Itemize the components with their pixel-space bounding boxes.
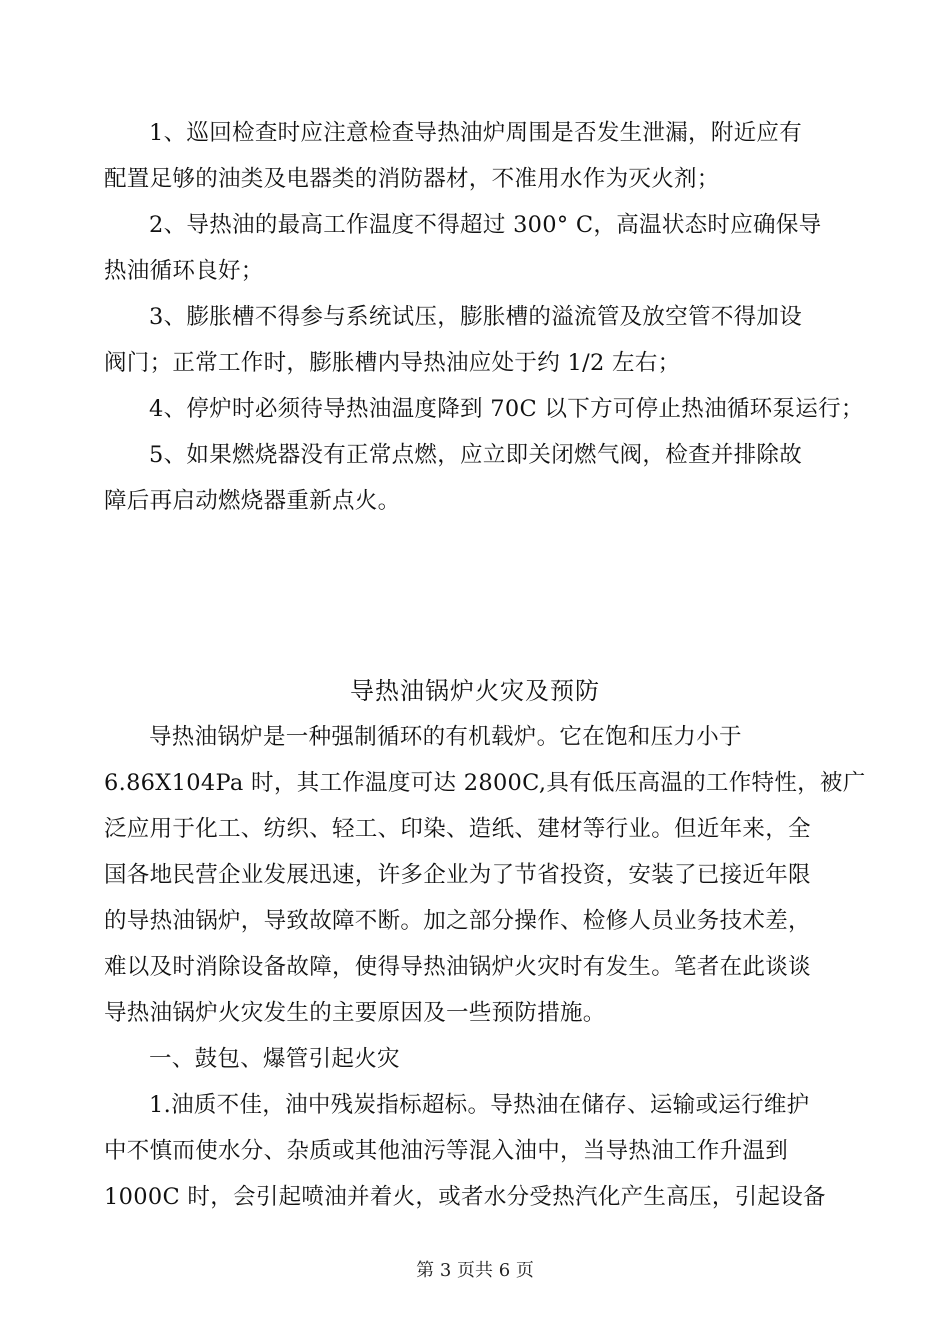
- intro-line-6: 难以及时消除设备故障，使得导热油锅炉火灾时有发生。笔者在此谈谈: [104, 954, 811, 980]
- precautions-list: [104, 110, 864, 524]
- section-1-heading: 一、鼓包、爆管引起火灾: [149, 1046, 400, 1072]
- precaution-4-line-1: 4、停炉时必须待导热油温度降到 70C 以下方可停止热油循环泵运行；: [149, 396, 864, 422]
- intro-line-1: 导热油锅炉是一种强制循环的有机载炉。它在饱和压力小于: [149, 724, 742, 750]
- article-title: 导热油锅炉火灾及预防: [350, 677, 600, 705]
- intro-line-7: 导热油锅炉火灾发生的主要原因及一些预防措施。: [104, 1000, 606, 1026]
- section-1: [104, 1036, 864, 1220]
- intro-line-5: 的导热油锅炉，导致故障不断。加之部分操作、检修人员业务技术差，: [104, 908, 811, 934]
- section-1-item-1-line-2: 中不慎而使水分、杂质或其他油污等混入油中，当导热油工作升温到: [104, 1138, 789, 1164]
- precaution-3-line-1: 3、膨胀槽不得参与系统试压，膨胀槽的溢流管及放空管不得加设: [149, 304, 803, 330]
- precaution-2-line-1: 2、导热油的最高工作温度不得超过 300° C，高温状态时应确保导: [149, 212, 822, 238]
- section-1-item-1-line-1: 1.油质不佳，油中残炭指标超标。导热油在储存、运输或运行维护: [149, 1092, 810, 1118]
- intro-line-3: 泛应用于化工、纺织、轻工、印染、造纸、建材等行业。但近年来，全: [104, 816, 811, 842]
- precaution-1-line-2: 配置足够的油类及电器类的消防器材，不准用水作为灭火剂；: [104, 166, 720, 192]
- article-intro: [104, 714, 864, 1036]
- precaution-3-line-2: 阀门；正常工作时，膨胀槽内导热油应处于约 1/2 左右；: [104, 350, 681, 376]
- precaution-1-line-1: 1、巡回检查时应注意检查导热油炉周围是否发生泄漏，附近应有: [149, 120, 803, 146]
- precaution-5-line-1: 5、如果燃烧器没有正常点燃，应立即关闭燃气阀，检查并排除故: [149, 442, 803, 468]
- intro-line-4: 国各地民营企业发展迅速，许多企业为了节省投资，安装了已接近年限: [104, 862, 811, 888]
- intro-line-2: 6.86X104Pa 时，其工作温度可达 2800C,具有低压高温的工作特性，被广: [104, 770, 866, 796]
- precaution-5-line-2: 障后再启动燃烧器重新点火。: [104, 488, 401, 514]
- page-number-footer: 第 3 页共 6 页: [416, 1260, 534, 1281]
- section-1-item-1-line-3: 1000C 时，会引起喷油并着火，或者水分受热汽化产生高压，引起设备: [104, 1184, 826, 1210]
- precaution-2-line-2: 热油循环良好；: [104, 258, 264, 284]
